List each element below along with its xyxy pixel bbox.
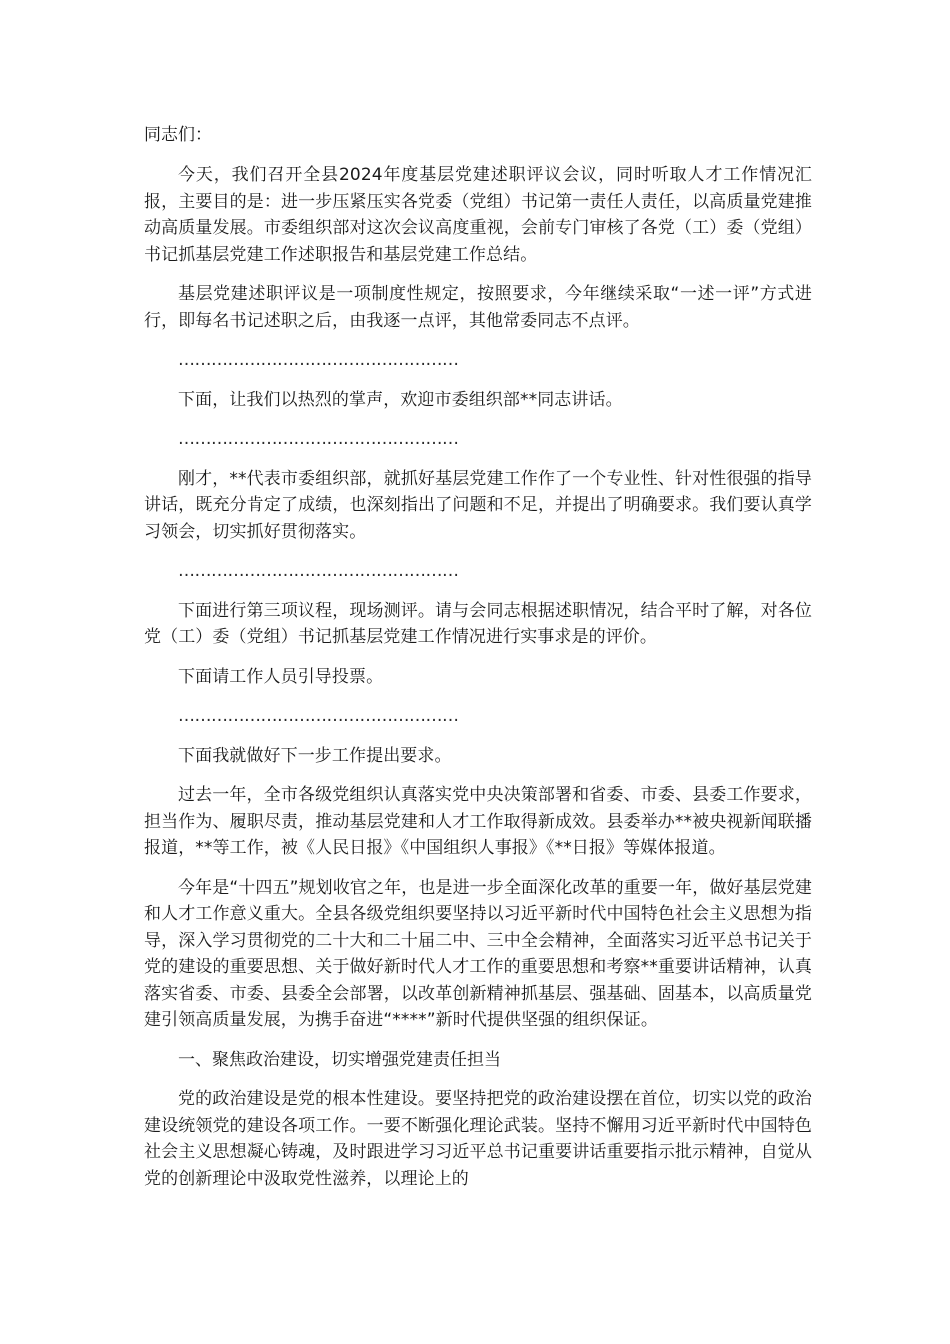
paragraph-third-agenda: 下面进行第三项议程，现场测评。请与会同志根据述职情况，结合平时了解，对各位党（工）委（党组）书记抓基层党建工作情况进行实事求是的评价。 xyxy=(144,600,812,647)
ellipsis-separator: …………………………………………… xyxy=(178,429,459,449)
paragraph-requirements-intro: 下面我就做好下一步工作提出要求。 xyxy=(178,745,452,766)
paragraph-past-year: 过去一年，全市各级党组织认真落实党中央决策部署和省委、市委、县委工作要求，担当作为、履职尽责，推动基层党建和人才工作取得新成效。县委举办**被央视新闻联播报道，**等工作，被《人民日报》《中国组织人事报》《**日报》等媒体报道。 xyxy=(144,785,812,858)
paragraph-review-method: 基层党建述职评议是一项制度性规定，按照要求，今年继续采取“一述一评”方式进行，即每名书记述职之后，由我逐一点评，其他常委同志不点评。 xyxy=(144,284,812,331)
ellipsis-separator: …………………………………………… xyxy=(178,561,459,581)
paragraph-speech-summary: 刚才，**代表市委组织部，就抓好基层党建工作作了一个专业性、针对性很强的指导讲话，既充分肯定了成绩，也深刻指出了问题和不足，并提出了明确要求。我们要认真学习领会，切实抓好贯彻落实。 xyxy=(144,468,812,542)
salutation: 同志们： xyxy=(144,125,212,145)
ellipsis-separator: …………………………………………… xyxy=(178,706,459,726)
ellipsis-separator: …………………………………………… xyxy=(178,350,459,370)
paragraph-meeting-intro: 今天，我们召开全县2024年度基层党建述职评议会议，同时听取人才工作情况汇报，主要目的是：进一步压紧压实各党委（党组）书记第一责任人责任，以高质量党建推动高质量发展。市委组织部对这次会议高度重视，会前专门审核了各党（工）委（党组）书记抓基层党建工作述职报告和基层党建工作总结。 xyxy=(144,165,812,265)
paragraph-voting: 下面请工作人员引导投票。 xyxy=(178,666,384,687)
paragraph-this-year: 今年是“十四五”规划收官之年，也是进一步全面深化改革的重要一年，做好基层党建和人才工作意义重大。全县各级党组织要坚持以习近平新时代中国特色社会主义思想为指导，深入学习贯彻党的二十大和二十届二中、三中全会精神，全面落实习近平总书记关于党的建设的重要思想、关于做好新时代人才工作的重要思想和考察**重要讲话精神，认真落实省委、市委、县委全会部署，以改革创新精神抓基层、强基础、固基本，以高质量党建引领高质量发展，为携手奋进“****”新时代提供坚强的组织保证。 xyxy=(144,877,812,1030)
document-body xyxy=(144,122,812,1205)
paragraph-welcome-speech: 下面，让我们以热烈的掌声，欢迎市委组织部**同志讲话。 xyxy=(178,389,623,410)
section-heading-1: 一、聚焦政治建设，切实增强党建责任担当 xyxy=(178,1049,501,1070)
paragraph-political-building: 党的政治建设是党的根本性建设。要坚持把党的政治建设摆在首位，切实以党的政治建设统领党的建设各项工作。一要不断强化理论武装。坚持不懈用习近平新时代中国特色社会主义思想凝心铸魂，及时跟进学习习近平总书记重要讲话重要指示批示精神，自觉从党的创新理论中汲取党性滋养，以理论上的 xyxy=(144,1089,812,1189)
